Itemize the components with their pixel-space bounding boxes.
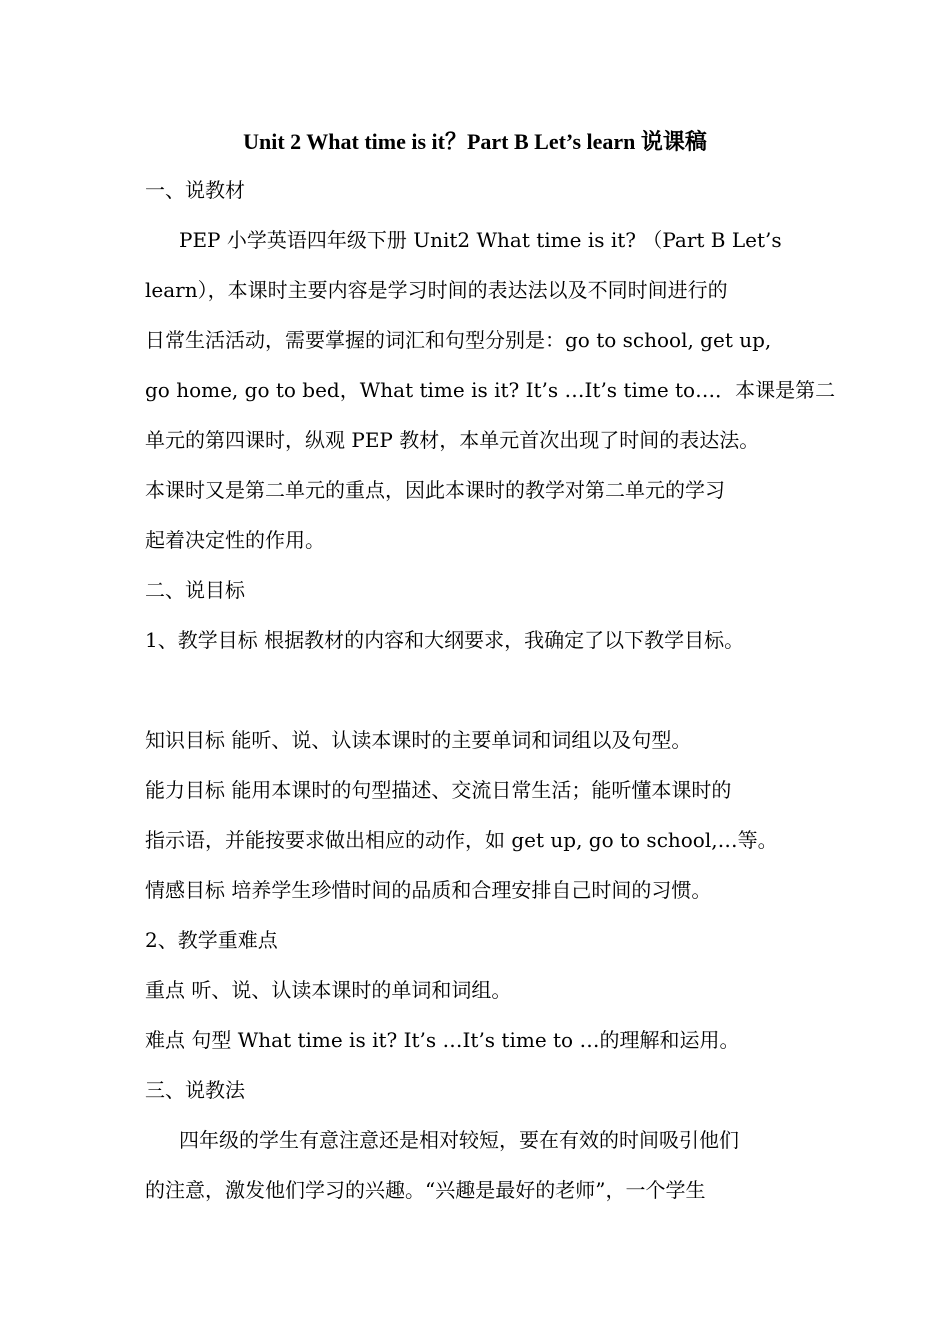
paragraph-line: 日常生活活动，需要掌握的词汇和句型分别是：go to school, get up, (145, 328, 772, 352)
key-point-line: 重点 听、说、认读本课时的单词和词组。 (145, 978, 512, 1002)
paragraph-line: PEP 小学英语四年级下册 Unit2 What time is it? （Part B Let’s (179, 228, 782, 252)
ability-objective-line: 能力目标 能用本课时的句型描述、交流日常生活；能听懂本课时的 (145, 778, 732, 802)
paragraph-line: 指示语，并能按要求做出相应的动作，如 get up, go to school,…等。 (145, 828, 778, 852)
knowledge-objective-line: 知识目标 能听、说、认读本课时的主要单词和词组以及句型。 (145, 728, 692, 752)
paragraph-line: 的注意，激发他们学习的兴趣。“兴趣是最好的老师”，一个学生 (145, 1178, 706, 1202)
paragraph-line: 单元的第四课时，纵观 PEP 教材，本单元首次出现了时间的表达法。 (145, 428, 760, 452)
paragraph-line: 四年级的学生有意注意还是相对较短，要在有效的时间吸引他们 (179, 1128, 739, 1152)
subheading-teaching-objectives: 1、教学目标 根据教材的内容和大纲要求，我确定了以下教学目标。 (145, 628, 745, 652)
subheading-key-difficult-points: 2、教学重难点 (145, 928, 278, 952)
paragraph-line: 本课时又是第二单元的重点，因此本课时的教学对第二单元的学习 (145, 478, 725, 502)
emotional-objective-line: 情感目标 培养学生珍惜时间的品质和合理安排自己时间的习惯。 (145, 878, 712, 902)
section-heading-objectives: 二、说目标 (145, 578, 245, 602)
paragraph-line: 起着决定性的作用。 (145, 528, 325, 552)
paragraph-line: go home, go to bed，What time is it? It’s …It’s time to…．本课是第二 (145, 378, 836, 402)
paragraph-line: learn），本课时主要内容是学习时间的表达法以及不同时间进行的 (145, 278, 728, 302)
document-body (145, 172, 836, 1222)
document-title: Unit 2 What time is it？Part B Let’s learn 说课稿 (243, 129, 707, 154)
section-heading-teaching-material: 一、说教材 (145, 178, 245, 202)
blank-line (145, 672, 825, 722)
section-heading-teaching-methods: 三、说教法 (145, 1078, 245, 1102)
difficult-point-line: 难点 句型 What time is it? It’s …It’s time to …的理解和运用。 (145, 1028, 740, 1052)
